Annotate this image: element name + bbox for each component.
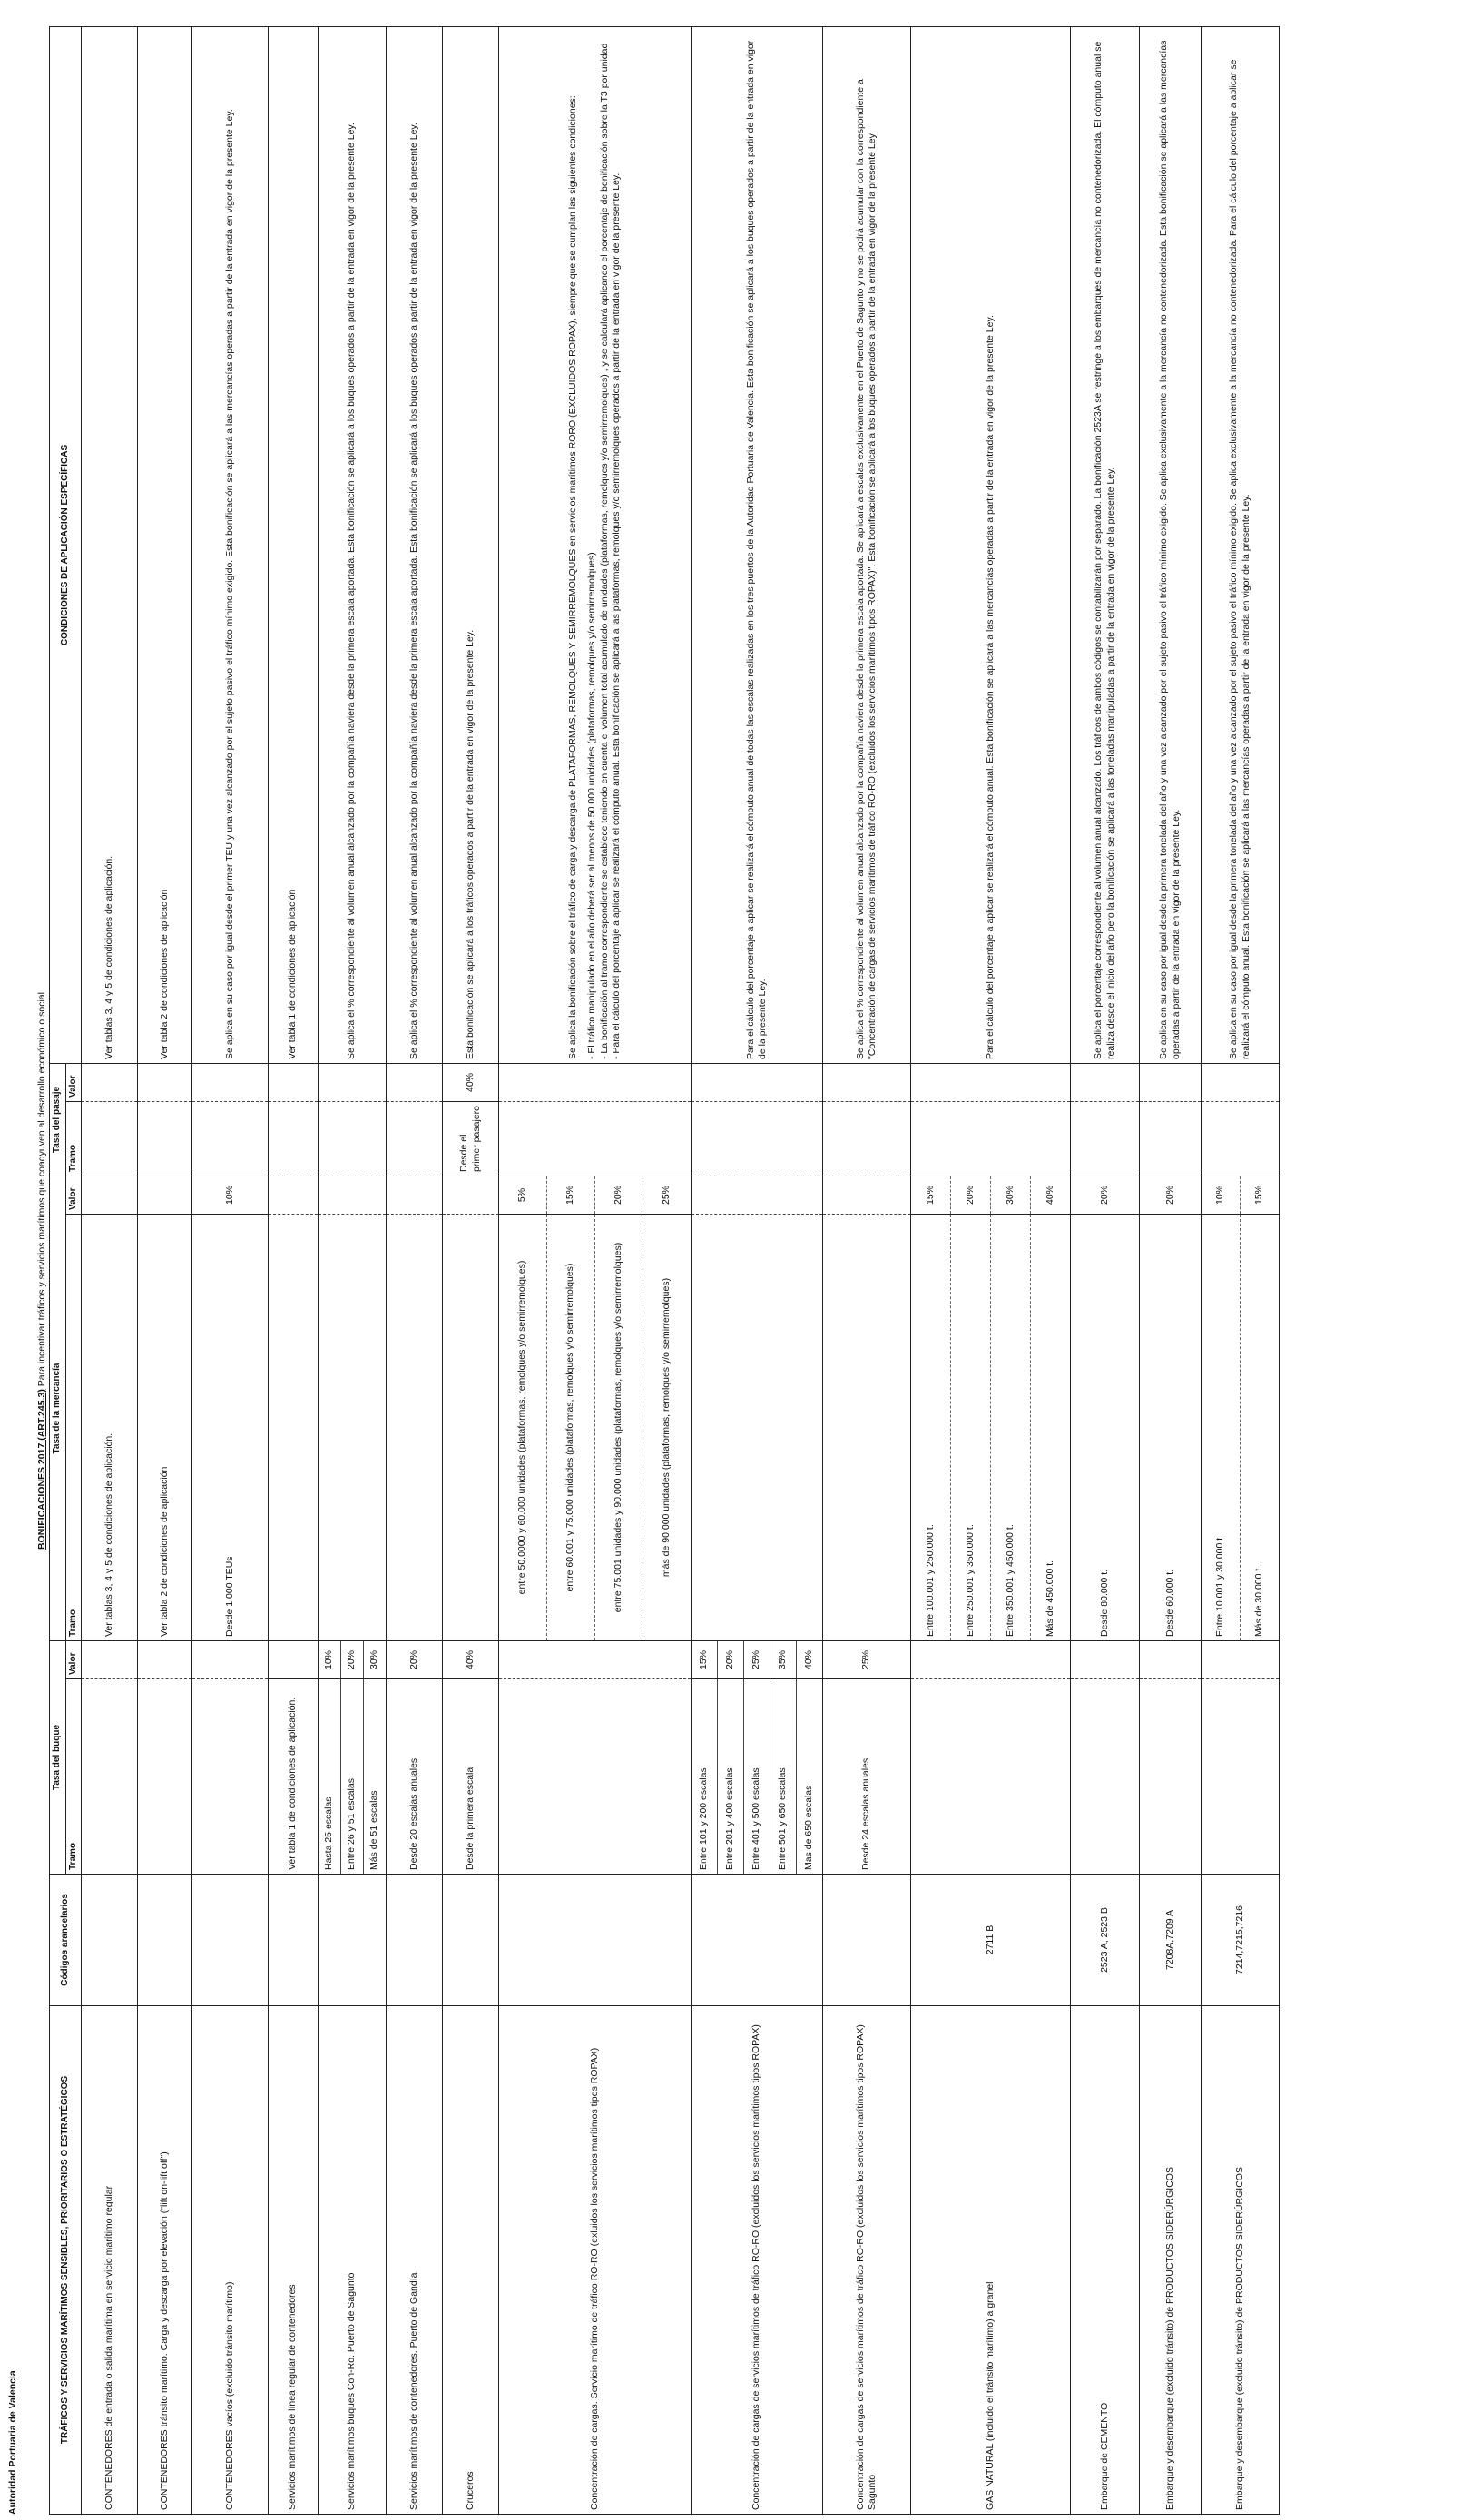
traffic-name: Servicios marítimos buques Con-Ro. Puerto de Sagunto [346,2272,358,2510]
buque-tramo-cell [82,1679,138,1875]
condition-line: - El tráfico manipulado en el año deberá ser al menos de 50.000 unidades (plataformas, remolques y/o semirremolques) [586,552,598,1059]
traffic-cell [823,2006,911,2515]
buque-tier-row [770,1679,797,1874]
table-row [1071,26,1140,2514]
buque-tramo-cell [192,1679,269,1875]
merc-tramo: Entre 250.001 y 350.000 t. [951,1215,991,1640]
condition-text: Esta bonificación se aplicará a los tráficos operados a partir de la entrada en vigor de la presente Ley. [464,629,476,1059]
merc-tramo-cell [82,1215,138,1641]
buque-valor-row [770,1641,797,1678]
merc-tier-row [1241,1215,1280,1640]
buque-tier-row [797,1679,823,1874]
merc-tramo-cell [443,1215,499,1641]
conditions-cell [319,26,387,1063]
buque-valor: 30% [368,1650,380,1670]
traffic-cell [269,2006,319,2515]
merc-valor: 30% [991,1176,1031,1214]
buque-tramo-cell [1071,1679,1140,1875]
pasaje-valor-cell [1071,1063,1140,1101]
buque-valor-cell [823,1641,911,1679]
buque-tier-list [692,1679,822,1874]
conditions-cell [138,26,192,1063]
subheader-valor: Valor [65,1641,82,1679]
codes-cell [911,1875,1071,2006]
merc-tramo: Desde 1.000 TEUs [223,1556,235,1637]
traffic-cell [1071,2006,1140,2515]
merc-tramo-cell [319,1215,387,1641]
merc-valor: 20% [595,1176,643,1214]
buque-tramo-cell [387,1679,443,1875]
merc-valor-cell [443,1176,499,1215]
traffic-cell [138,2006,192,2515]
buque-tramo-cell [692,1679,823,1875]
pasaje-valor-cell [911,1063,1071,1101]
title-rest: Para incentivar tráficos y servicios marítimos que coadyuven al desarrollo económico o social [36,992,47,1390]
pasaje-valor-cell [82,1063,138,1101]
header-tasa-pasaje: Tasa del pasaje [50,1063,66,1176]
table-row [387,26,443,2514]
buque-valor: 25% [860,1650,872,1670]
buque-tramo: Ver tabla 1 de condiciones de aplicación. [287,1697,299,1870]
buque-valor: 15% [692,1641,718,1678]
merc-valor-cell [269,1176,319,1215]
traffic-cell [692,2006,823,2515]
pasaje-tramo-cell [443,1102,499,1176]
merc-valor: 40% [1044,1186,1055,1206]
traffic-cell [82,2006,138,2515]
merc-valor: 20% [1098,1186,1110,1206]
pasaje-valor-cell [823,1063,911,1101]
merc-valor-list [1202,1176,1279,1214]
condition-text: Ver tabla 2 de condiciones de aplicación [158,889,170,1059]
pasaje-valor: 40% [464,1072,476,1092]
buque-tramo-cell [269,1679,319,1875]
merc-valor-row [1241,1176,1280,1214]
buque-valor-row [718,1641,744,1678]
traffic-name: Embarque y desembarque (excluido tránsito) de PRODUCTOS SIDERÚRGICOS [1163,2167,1175,2510]
table-row [692,26,823,2514]
buque-valor: 40% [803,1650,815,1670]
buque-valor: 20% [718,1641,744,1678]
merc-tier-row [595,1215,643,1640]
buque-valor-cell [82,1641,138,1679]
pasaje-valor-cell [692,1063,823,1101]
buque-valor-cell [692,1641,823,1679]
pasaje-tramo-cell [911,1102,1071,1176]
buque-valor-row [744,1641,770,1678]
header-traficos: TRÁFICOS Y SERVICIOS MARÍTIMOS SENSIBLES, PRIORITARIOS O ESTRATÉGICOS [50,2006,82,2515]
codes-cell [1071,1875,1140,2006]
buque-tramo: Entre 26 y 51 escalas [341,1679,364,1874]
buque-valor-cell [269,1641,319,1679]
merc-valor-cell [138,1176,192,1215]
subheader-valor: Valor [65,1176,82,1215]
buque-valor-cell [319,1641,387,1679]
pasaje-tramo-cell [269,1102,319,1176]
merc-valor: 10% [1202,1176,1241,1214]
traffic-name: Concentración de cargas de servicios marítimos de tráfico RO-RO (excluidos los servicios marítimos tipos ROPAX) [751,2024,762,2510]
buque-valor: 20% [341,1641,364,1678]
tariff-codes: 2711 B [984,1924,996,1955]
buque-valor-row [797,1641,823,1678]
conditions-cell [1202,26,1280,1063]
buque-valor-row [692,1641,718,1678]
buque-tramo-cell [499,1679,692,1875]
table-row [138,26,192,2514]
buque-tier-list [319,1679,386,1874]
buque-tramo: Entre 501 y 650 escalas [770,1679,797,1874]
subheader-tramo: Tramo [65,1215,82,1641]
traffic-cell [911,2006,1071,2515]
table-row [823,26,911,2514]
buque-tramo: Entre 101 y 200 escalas [692,1679,718,1874]
merc-valor-list [911,1176,1070,1214]
bonificaciones-table [49,26,1280,2515]
buque-valor-list [319,1641,386,1678]
traffic-cell [192,2006,269,2515]
merc-tramo: entre 50.0000 y 60.000 unidades (plataformas, remolques y/o semirremolques) [499,1215,547,1640]
buque-tramo-cell [319,1679,387,1875]
buque-tier-row [364,1679,387,1874]
organization-label: Autoridad Portuaria de Valencia [7,2370,18,2515]
buque-tramo: Hasta 25 escalas [319,1679,341,1874]
merc-valor-cell [82,1176,138,1215]
codes-cell [82,1875,138,2006]
pasaje-tramo-cell [499,1102,692,1176]
buque-valor: 20% [407,1650,419,1670]
traffic-cell [499,2006,692,2515]
conditions-cell [823,26,911,1063]
traffic-name: GAS NATURAL (incluido el tránsito marítimo) a granel [984,2281,996,2510]
merc-tramo: Entre 10.001 y 30.000 t. [1202,1215,1241,1640]
traffic-name: CONTENEDORES vacíos (excluido tránsito marítimo) [223,2281,235,2510]
subheader-tramo: Tramo [65,1102,82,1176]
buque-valor-cell [443,1641,499,1679]
merc-valor-cell [387,1176,443,1215]
condition-line: Se aplica la bonificación sobre el tráfico de carga y descarga de PLATAFORMAS, REMOLQUES Y SEMIRREMOLQUES en servicios marítimos RORO (EXCLUIDOS ROPAX), siempre que se cumplan las siguientes condiciones: [567,95,579,1059]
buque-tramo-cell [138,1679,192,1875]
traffic-cell [1202,2006,1280,2515]
merc-valor-cell [192,1176,269,1215]
buque-valor: 25% [744,1641,770,1678]
traffic-cell [1140,2006,1202,2515]
merc-tramo-cell [138,1215,192,1641]
condition-text: Ver tabla 1 de condiciones de aplicación [287,889,299,1059]
merc-tramo: Más de 30.000 t. [1253,1565,1265,1637]
buque-tier-row [744,1679,770,1874]
bonificaciones-page [36,27,1425,2515]
buque-valor-row [364,1641,387,1678]
merc-tramo: entre 75.001 unidades y 90.000 unidades (plataformas, remolques y/o semirremolques) [595,1215,643,1640]
merc-valor-row [1031,1176,1071,1214]
merc-tramo-cell [499,1215,692,1641]
merc-tramo-cell [192,1215,269,1641]
traffic-name: Servicios marítimos de línea regular de contenedores [287,2284,299,2510]
pasaje-valor-cell [499,1063,692,1101]
traffic-name: CONTENEDORES tránsito marítimo. Carga y descarga por elevación ("lift on-lift off") [158,2151,170,2510]
header-condiciones: CONDICIONES DE APLICACIÓN ESPECÍFICAS [50,26,82,1063]
conditions-cell [1140,26,1202,1063]
merc-valor: 20% [951,1176,991,1214]
pasaje-tramo-cell [1071,1102,1140,1176]
merc-valor-cell [319,1176,387,1215]
pasaje-valor-cell [269,1063,319,1101]
merc-tramo-cell [1140,1215,1202,1641]
merc-tramo: Desde 80.000 t. [1098,1569,1110,1637]
merc-tier-row [643,1215,692,1640]
pasaje-tramo-cell [319,1102,387,1176]
merc-valor: 15% [911,1176,951,1214]
buque-valor-cell [911,1641,1071,1679]
tariff-codes: 7208A,7209 A [1163,1910,1175,1970]
pasaje-valor-cell [1140,1063,1202,1101]
pasaje-valor-cell [192,1063,269,1101]
merc-valor: 15% [547,1176,595,1214]
condition-text: Para el cálculo del porcentaje a aplicar se realizará el cómputo anual de todas las escalas realizadas en los tres puertos de la Autoridad Portuaria de Valencia. Esta bonificación se aplicará a los buques operados a partir de la entrada en vigor de la presente Ley. [744,40,768,1059]
pasaje-valor-cell [387,1063,443,1101]
merc-valor: 15% [1253,1186,1265,1206]
buque-tramo: Desde 24 escalas anuales [860,1757,872,1870]
merc-tramo: Ver tablas 3, 4 y 5 de condiciones de aplicación. [103,1432,114,1637]
pasaje-tramo-cell [82,1102,138,1176]
pasaje-valor-cell [138,1063,192,1101]
merc-valor: 10% [223,1186,235,1206]
merc-tier-row [1031,1215,1071,1640]
condition-text: Se aplica en su caso por igual desde la primera tonelada del año y una vez alcanzado por el sujeto pasivo el tráfico mínimo exigido. Se aplica exclusivamente a la mercancía no contenedorizada. Esta bonificación se aplicará a las mercancías operadas a partir de la entrada en vigor de la presente Ley. [1158,40,1182,1059]
pasaje-tramo-cell [1140,1102,1202,1176]
condition-text: Se aplica el porcentaje correspondiente al volumen anual alcanzado. Los tráficos de ambos códigos se contabilizarán por separado. La bonificación 2523A se restringe a los embarques de mercancía no contenedorizada. El cómputo anual se realiza desde el inicio del año pero la bonificación se aplicará a las toneladas manipuladas a partir de la entrada en vigor de la presente Ley. [1093,41,1116,1059]
merc-valor-row [595,1176,643,1214]
codes-cell [692,1875,823,2006]
traffic-name: Servicios marítimos de contenedores. Puerto de Gandía [407,2272,419,2510]
buque-tier-row [718,1679,744,1874]
merc-valor-list [499,1176,691,1214]
buque-valor-cell [387,1641,443,1679]
buque-tramo: Mas de 650 escalas [803,1785,815,1870]
conditions-cell [269,26,319,1063]
merc-tramo-cell [1071,1215,1140,1641]
merc-tier-list [499,1215,691,1640]
merc-valor-row [547,1176,595,1214]
pasaje-tramo-cell [387,1102,443,1176]
buque-tramo-cell [911,1679,1071,1875]
merc-tier-row [499,1215,547,1640]
condition-text: Para el cálculo del porcentaje a aplicar se realizará el cómputo anual. Esta bonificación se aplicará a las mercancías operadas a partir de la entrada en vigor de la presente Ley. [984,315,996,1059]
merc-tramo: más de 90.000 unidades (plataformas, remolques y/o semirremolques) [661,1277,672,1578]
traffic-cell [319,2006,387,2515]
merc-tramo-cell [387,1215,443,1641]
pasaje-valor-cell [319,1063,387,1101]
merc-valor-cell [499,1176,692,1215]
table-row [499,26,692,2514]
condition-text: Ver tablas 3, 4 y 5 de condiciones de aplicación. [103,855,114,1059]
table-row [1140,26,1202,2514]
buque-valor: 35% [770,1641,797,1678]
traffic-name: CONTENEDORES de entrada o salida marítima en servicio marítimo regular [103,2185,114,2510]
table-row [911,26,1071,2514]
conditions-cell [387,26,443,1063]
buque-tramo-cell [1140,1679,1202,1875]
traffic-cell [443,2006,499,2515]
codes-cell [1202,1875,1280,2006]
merc-tramo: Entre 100.001 y 250.000 t. [911,1215,951,1640]
buque-tier-row [692,1679,718,1874]
table-row [1202,26,1280,2514]
table-row [82,26,138,2514]
condition-line: - La bonificación al tramo correspondiente se establece teniendo en cuenta el volumen total acumulado de unidades (plataformas, remolques y/o semirremolques) , y se calculará aplicando el porcentaje de bonificación sobre la T3 por unidad [598,43,610,1059]
merc-tramo: Desde 60.000 t. [1163,1569,1175,1637]
table-row [269,26,319,2514]
buque-valor-cell [1140,1641,1202,1679]
merc-tier-row [1202,1215,1241,1640]
merc-tramo-cell [269,1215,319,1641]
codes-cell [138,1875,192,2006]
merc-valor-cell [1071,1176,1140,1215]
merc-tramo-cell [1202,1215,1280,1641]
conditions-cell [1071,26,1140,1063]
header-row [50,26,66,2514]
condition-text: Se aplica en su caso por igual desde la primera tonelada del año y una vez alcanzado por el sujeto pasivo el tráfico mínimo exigido. Se aplica exclusivamente a la mercancía no contenedorizada. Para el cálculo del porcentaje a aplicar se realizará el cómputo anual. Esta bonificación se aplicará a las mercancías operadas a partir de la entrada en vigor de la presente Ley. [1228,59,1251,1059]
merc-valor-row [499,1176,547,1214]
traffic-name: Concentración de cargas. Servicio marítimo de tráfico RO-RO (exluidos los servicios marítimos tipos ROPAX) [588,2047,600,2510]
buque-valor-row [319,1641,341,1678]
buque-valor-cell [499,1641,692,1679]
traffic-cell [387,2006,443,2515]
buque-valor-row [341,1641,364,1678]
codes-cell [443,1875,499,2006]
header-tasa-buque: Tasa del buque [50,1641,66,1875]
merc-tier-row [547,1215,595,1640]
merc-valor-row [911,1176,951,1214]
traffic-name: Embarque y desembarque (excluido tránsito) de PRODUCTOS SIDERÚRGICOS [1233,2167,1245,2510]
buque-valor: 40% [464,1650,476,1670]
merc-tramo: entre 60.001 y 75.000 unidades (plataformas, remolques y/o semirremolques) [547,1215,595,1640]
pasaje-tramo-cell [823,1102,911,1176]
merc-tramo: Ver tabla 2 de condiciones de aplicación [158,1466,170,1637]
buque-tramo-cell [443,1679,499,1875]
traffic-name: Cruceros [464,2471,476,2510]
buque-valor-cell [1071,1641,1140,1679]
header-tasa-mercancia: Tasa de la mercancía [50,1176,66,1641]
buque-valor-list [692,1641,822,1678]
merc-valor-cell [1140,1176,1202,1215]
condition-line: - Para el cálculo del porcentaje a aplicar se realizará el cómputo anual. Esta bonificación se aplicará a las plataformas, remolques y/o semirremolques operados a partir de la entrada en vigor de la presente Ley. [610,172,622,1059]
merc-tier-row [951,1215,991,1640]
merc-tier-list [911,1215,1070,1640]
title-bold: BONIFICACIONES 2017 (ART.245.3) [36,1389,47,1550]
condition-text: Se aplica el % correspondiente al volumen anual alcanzado por la compañía naviera desde la primera escala aportada. Esta bonificación se aplicará a los buques operados a partir de la entrada en vigor de la presente Ley. [346,123,358,1059]
traffic-name: Concentración de cargas de servicios marítimos de tráfico RO-RO (excluidos los servicios marítimos tipos ROPAX) Sagunto [854,2024,878,2510]
header-codigos: Códigos arancelarios [50,1875,82,2006]
codes-cell [192,1875,269,2006]
conditions-cell [692,26,823,1063]
merc-tier-row [911,1215,951,1640]
tariff-codes: 7214,7215,7216 [1233,1905,1245,1974]
pasaje-valor-cell [443,1063,499,1101]
condition-text: Se aplica el % correspondiente al volumen anual alcanzado por la compañía naviera desde la primera escala aportada. Se aplicará a escalas exclusivamente en el Puerto de Sagunto y no se podrá acumular con la correspondiente a "Concentración de cargas de servicios marítimos de tráfico RO-RO (excluidos los servicios marítimos tipos ROPAX)". Esta bonificación se aplicará a los buques operados a partir de la entrada en vigor de la presente Ley. [854,79,878,1059]
merc-tramo-cell [823,1215,911,1641]
pasaje-tramo-cell [1202,1102,1280,1176]
conditions-cell [499,26,692,1063]
merc-valor-row [1202,1176,1241,1214]
traffic-name: Embarque de CEMENTO [1098,2402,1110,2510]
buque-tramo: Desde la primera escala [464,1767,476,1870]
subheader-valor: Valor [65,1063,82,1101]
buque-valor-cell [1202,1641,1280,1679]
pasaje-tramo-cell [192,1102,269,1176]
buque-tramo-cell [1202,1679,1280,1875]
merc-valor-row [951,1176,991,1214]
buque-valor: 10% [319,1641,341,1678]
codes-cell [1140,1875,1202,2006]
merc-valor-cell [692,1176,823,1215]
subheader-tramo: Tramo [65,1679,82,1875]
merc-tier-row [991,1215,1031,1640]
buque-tramo: Desde 20 escalas anuales [407,1757,419,1870]
tariff-codes: 2523 A, 2523 B [1098,1907,1110,1973]
conditions-cell [911,26,1071,1063]
merc-valor-row [991,1176,1031,1214]
codes-cell [823,1875,911,2006]
buque-tramo: Entre 201 y 400 escalas [718,1679,744,1874]
codes-cell [387,1875,443,2006]
pasaje-tramo-cell [138,1102,192,1176]
buque-tier-row [341,1679,364,1874]
document-title [36,27,47,2515]
pasaje-valor-cell [1202,1063,1280,1101]
merc-valor: 25% [661,1186,672,1206]
table-row [443,26,499,2514]
merc-tramo: Entre 350.001 y 450.000 t. [991,1215,1031,1640]
merc-valor-cell [1202,1176,1280,1215]
table-row [192,26,269,2514]
buque-tramo: Entre 401 y 500 escalas [744,1679,770,1874]
codes-cell [499,1875,692,2006]
merc-tier-list [1202,1215,1279,1640]
codes-cell [269,1875,319,2006]
condition-text: Se aplica el % correspondiente al volumen anual alcanzado por la compañía naviera desde la primera escala aportada. Esta bonificación se aplicará a los buques operados a partir de la entrada en vigor de la presente Ley. [407,123,419,1059]
pasaje-tramo: Desde el primer pasajero [458,1106,482,1172]
merc-valor: 20% [1163,1186,1175,1206]
merc-valor-cell [911,1176,1071,1215]
merc-tramo-cell [692,1215,823,1641]
merc-valor-row [643,1176,692,1214]
merc-valor: 5% [499,1176,547,1214]
codes-cell [319,1875,387,2006]
buque-tramo: Más de 51 escalas [368,1790,380,1870]
buque-tier-row [319,1679,341,1874]
merc-valor-cell [823,1176,911,1215]
table-row [319,26,387,2514]
merc-tramo: Más de 450.000 t. [1044,1560,1055,1637]
merc-tramo-cell [911,1215,1071,1641]
buque-tramo-cell [823,1679,911,1875]
buque-valor-cell [192,1641,269,1679]
buque-valor-cell [138,1641,192,1679]
conditions-cell [192,26,269,1063]
conditions-cell [443,26,499,1063]
pasaje-tramo-cell [692,1102,823,1176]
conditions-cell [82,26,138,1063]
table-body [82,26,1280,2514]
condition-text: Se aplica en su caso por igual desde el primer TEU y una vez alcanzado por el sujeto pasivo el tráfico mínimo exigido. Esta bonificación se aplicará a las mercancías operadas a partir de la entrada en vigor de la presente Ley. [223,109,235,1059]
